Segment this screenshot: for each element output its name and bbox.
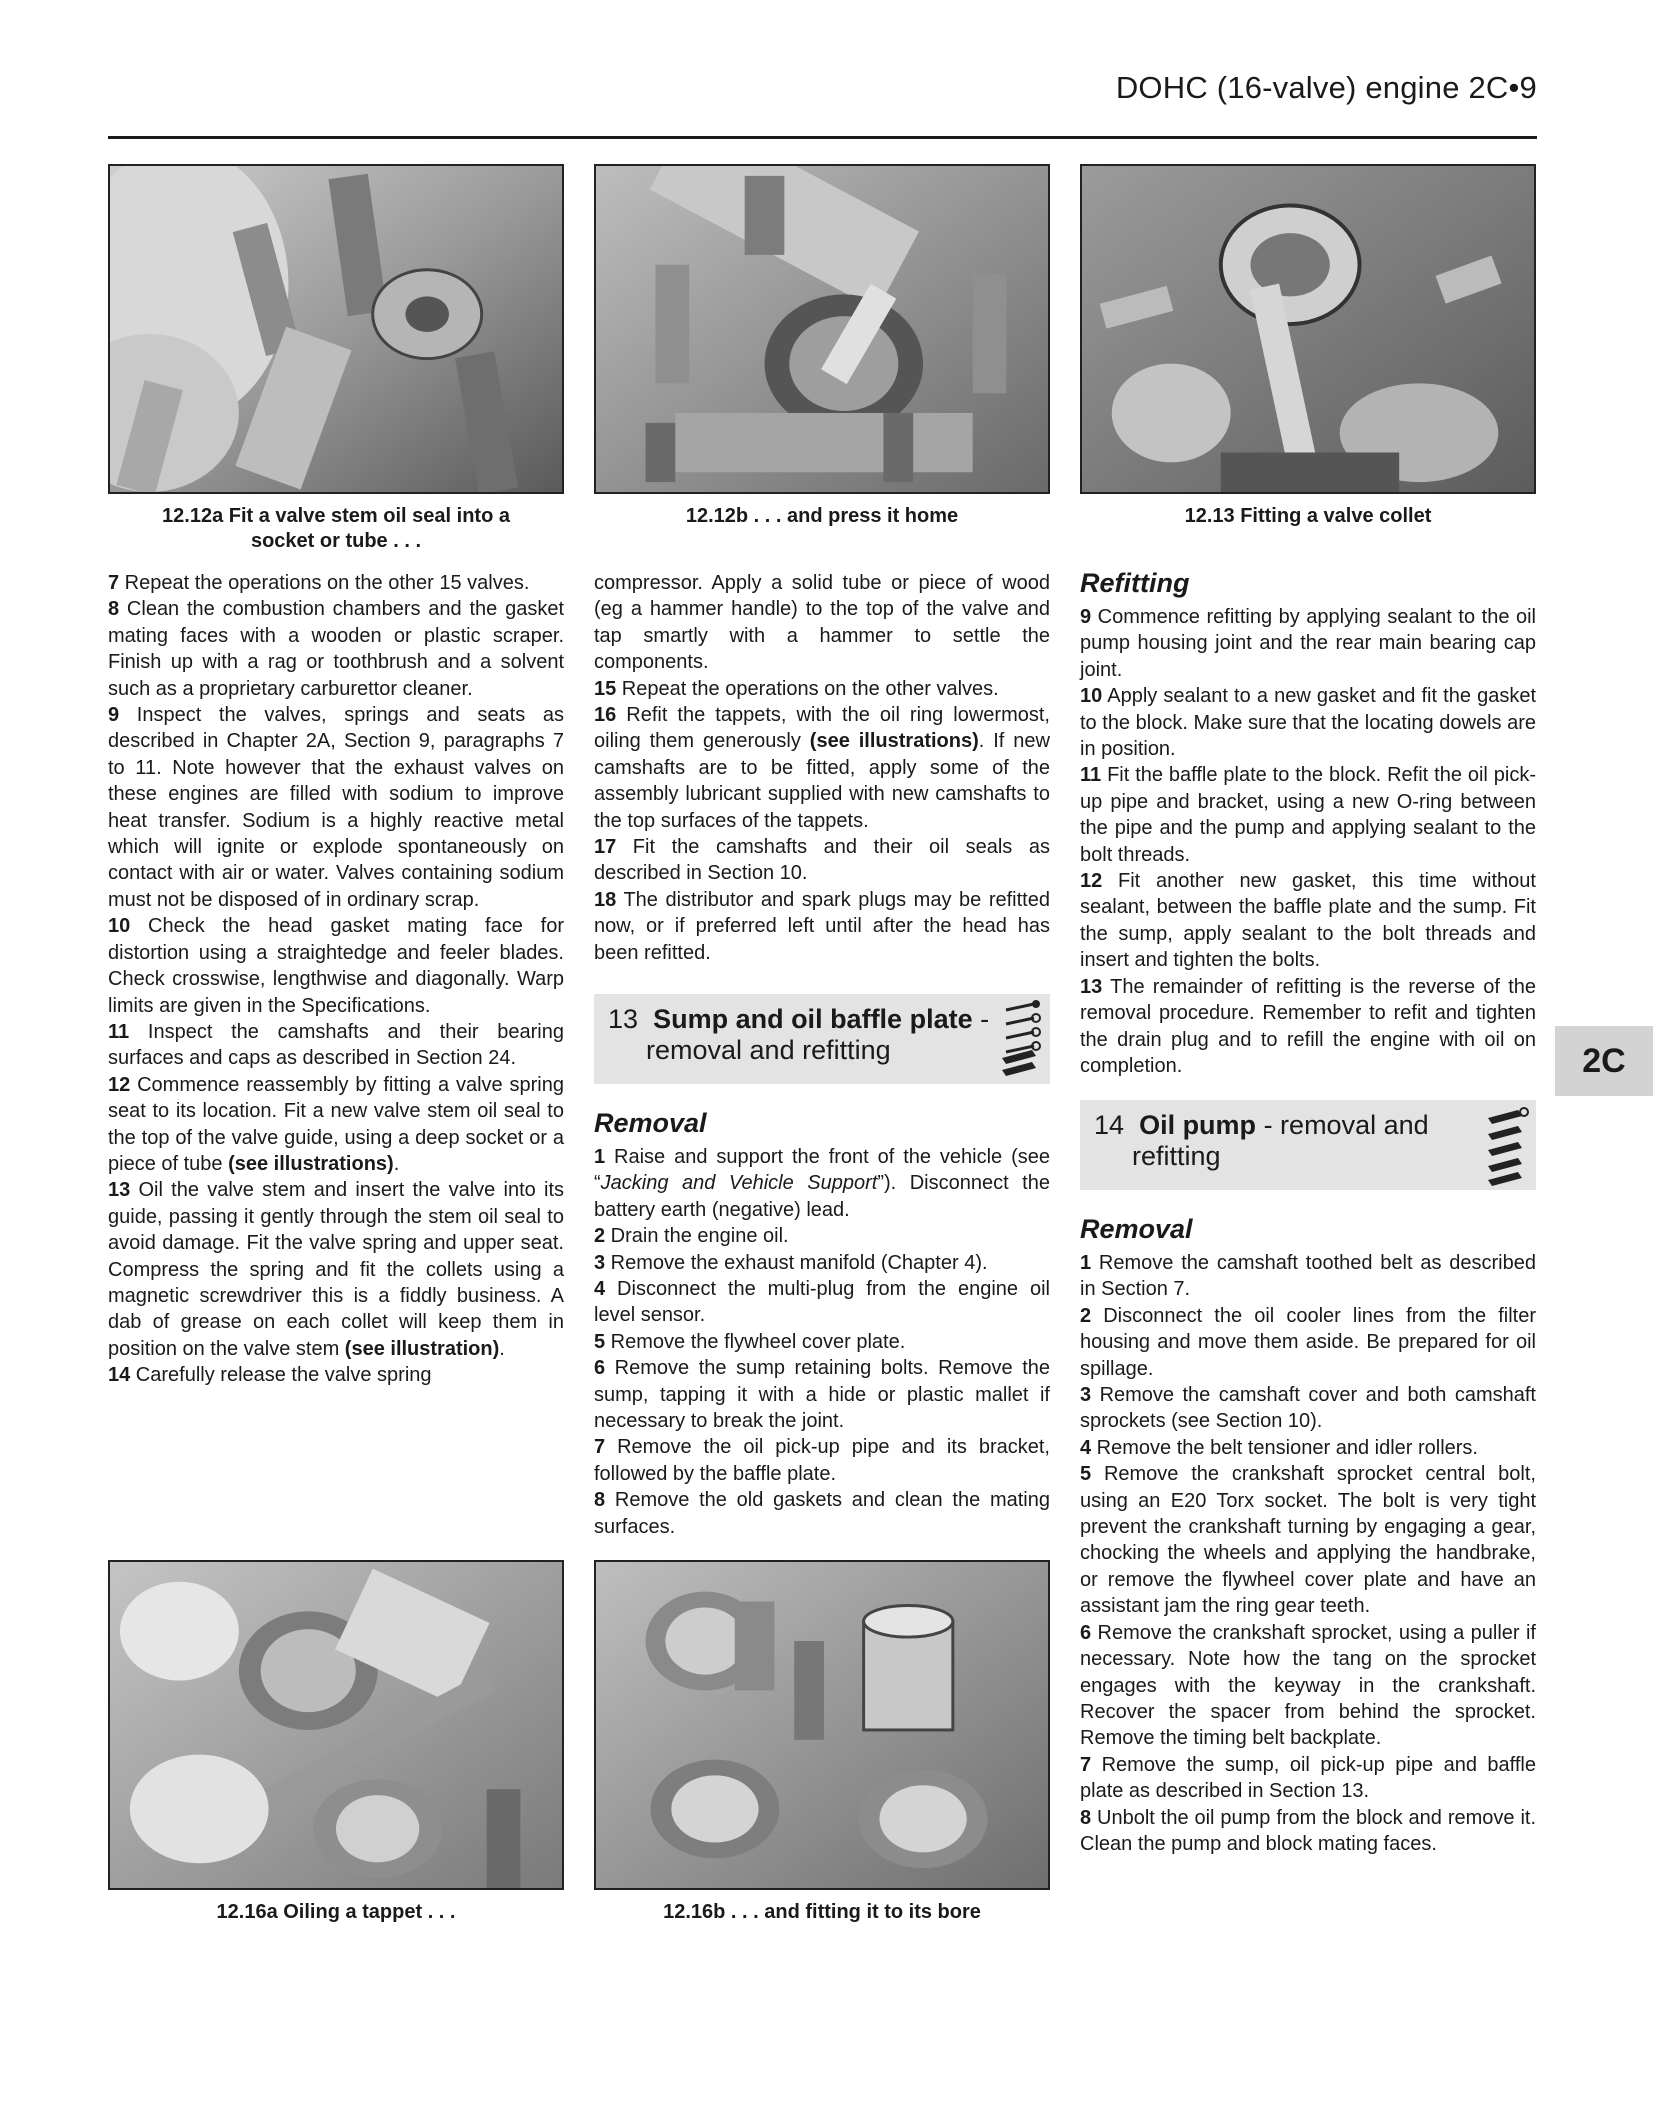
step-4: 4 Remove the belt tensioner and idler rollers. [1080, 1436, 1478, 1459]
paragraph-12: 12 Commence reassembly by fitting a valve spring seat to its location. Fit a new valve stem oil seal to the top of the valve guide, using a deep socket or a piece of tube (see illustrations). [108, 1073, 564, 1175]
section-14-title-line2: refitting [1132, 1141, 1221, 1171]
removal-subheading-2: Removal [1080, 1214, 1193, 1244]
photo-12-13 [1080, 164, 1536, 494]
step-1: 1 Remove the camshaft toothed belt as described in Section 7. [1080, 1252, 1536, 1301]
step-3: 3 Remove the camshaft cover and both camshaft sprockets (see Section 10). [1080, 1384, 1536, 1433]
step-9: 9 Commence refitting by applying sealant to the oil pump housing joint and the rear main bearing cap joint. [1080, 606, 1536, 681]
text-column-3 [1080, 562, 1536, 1079]
header-rule [108, 136, 1537, 139]
difficulty-spanners-icon [998, 998, 1044, 1080]
section-13-title-line1: 13 Sump and oil baffle plate - [608, 1004, 990, 1034]
paragraph-8: 8 Clean the combustion chambers and the gasket mating faces with a wooden or plastic scraper. Finish up with a rag or toothbrush and a solvent such as a proprietary carburettor cleaner. [108, 598, 564, 700]
step-2: 2 Drain the engine oil. [594, 1225, 789, 1248]
text-column-2 [594, 570, 1050, 966]
caption-12-13: 12.13 Fitting a valve collet [1184, 505, 1432, 527]
paragraph-15: 15 Repeat the operations on the other valves. [594, 677, 999, 700]
section-14-title-line1: 14 Oil pump - removal and [1094, 1110, 1429, 1140]
chapter-tab: 2C [1555, 1026, 1653, 1096]
paragraph-9: 9 Inspect the valves, springs and seats as described in Chapter 2A, Section 9, paragraphs 7 to 11. Note however that the exhaust valves on these engines are filled with sodium to improve heat transfer. Sodium is a highly reactive metal which will ignite or explode spontaneously on contact with air or water. Valves containing sodium must not be disposed of in ordinary scrap. [108, 704, 564, 911]
paragraph-14-continued: compressor. Apply a solid tube or piece of wood (eg a hammer handle) to the top of the valve and tap smartly with a hammer to settle the components. [594, 572, 1050, 674]
step-12: 12 Fit another new gasket, this time without sealant, between the baffle plate and the sump. Fit the sump, apply sealant to the bolt threads and insert and tighten the bolts. [1080, 870, 1536, 972]
text-column-2-section13 [594, 1102, 1050, 1540]
photo-12-16a [108, 1560, 564, 1890]
paragraph-11: 11 Inspect the camshafts and their bearing surfaces and caps as described in Section 24. [108, 1020, 564, 1070]
caption-12-16b: 12.16b . . . and fitting it to its bore [663, 1901, 981, 1923]
step-8: 8 Unbolt the oil pump from the block and remove it. Clean the pump and block mating faces. [1080, 1806, 1536, 1855]
text-column-1 [108, 570, 564, 1389]
caption-12-16a: 12.16a Oiling a tappet . . . [216, 1901, 456, 1923]
step-6: 6 Remove the crankshaft sprocket, using a puller if necessary. Note how the tang on the sprocket engages with the keyway in the crankshaft. Recover the spacer from behind the sprocket. Remove the timing belt backplate. [1080, 1621, 1536, 1750]
photo-12-12b [594, 164, 1050, 494]
caption-12-12b: 12.12b . . . and press it home [685, 505, 959, 527]
section-13-title-line2: removal and refitting [646, 1035, 891, 1065]
step-7: 7 Remove the sump, oil pick-up pipe and baffle plate as described in Section 13. [1080, 1753, 1536, 1803]
text-column-3-section14 [1080, 1208, 1536, 1857]
paragraph-18: 18 The distributor and spark plugs may be refitted now, or if preferred left until after the head has been refitted. [594, 888, 1050, 964]
step-11: 11 Fit the baffle plate to the block. Refit the oil pick-up pipe and bracket, using a new O-ring between the pipe and the pump and applying sealant to the bolt threads. [1080, 764, 1536, 866]
caption-12-12a [108, 504, 564, 554]
photo-12-16b [594, 1560, 1050, 1890]
step-10: 10 Apply sealant to a new gasket and fit the gasket to the block. Make sure that the locating dowels are in position. [1080, 685, 1536, 761]
paragraph-14: 14 Carefully release the valve spring [108, 1364, 432, 1387]
caption-12-12a-line1: 12.12a Fit a valve stem oil seal into a [162, 505, 510, 527]
step-5: 5 Remove the flywheel cover plate. [594, 1330, 906, 1353]
removal-subheading: Removal [594, 1108, 707, 1138]
section-13-heading [594, 994, 1050, 1084]
step-8: 8 Remove the old gaskets and clean the mating surfaces. [594, 1489, 1050, 1538]
paragraph-13: 13 Oil the valve stem and insert the valve into its guide, passing it gently through the stem oil seal to avoid damage. Fit the valve spring and upper seat. Compress the spring and fit the collets using a magnetic screwdriver this is a fiddly business. A dab of grease on each collet will keep them in position on the valve stem (see illustration). [108, 1179, 564, 1360]
step-7: 7 Remove the oil pick-up pipe and its bracket, followed by the baffle plate. [594, 1436, 1050, 1485]
step-1: 1 Raise and support the front of the vehicle (see “Jacking and Vehicle Support”). Disconnect the battery earth (negative) lead. [594, 1146, 1050, 1221]
step-6: 6 Remove the sump retaining bolts. Remove the sump, tapping it with a hide or plastic mallet if necessary to break the joint. [594, 1357, 1050, 1433]
paragraph-10: 10 Check the head gasket mating face for distortion using a straightedge and feeler blades. Check crosswise, lengthwise and diagonally. Warp limits are given in the Specifications. [108, 915, 564, 1017]
paragraph-7: 7 Repeat the operations on the other 15 valves. [108, 572, 530, 594]
photo-12-12a [108, 164, 564, 494]
paragraph-16: 16 Refit the tappets, with the oil ring lowermost, oiling them generously (see illustrations). If new camshafts are to be fitted, apply some of the assembly lubricant supplied with new camshafts to the top surfaces of the tappets. [594, 704, 1050, 832]
paragraph-17: 17 Fit the camshafts and their oil seals as described in Section 10. [594, 836, 1050, 885]
section-14-heading [1080, 1100, 1536, 1190]
difficulty-spanners-icon [1484, 1104, 1530, 1186]
step-13: 13 The remainder of refitting is the reverse of the removal procedure. Remember to refit and tighten the drain plug and to refill the engine with oil on completion. [1080, 975, 1536, 1077]
step-5: 5 Remove the crankshaft sprocket central bolt, using an E20 Torx socket. The bolt is very tight prevent the crankshaft turning by engaging a gear, chocking the wheels and applying the handbrake, or remove the flywheel cover plate and have an assistant jam the ring gear teeth. [1080, 1463, 1536, 1618]
caption-12-12a-line2: socket or tube . . . [250, 530, 422, 552]
running-header: DOHC (16-valve) engine 2C•9 [1115, 70, 1537, 105]
step-2: 2 Disconnect the oil cooler lines from the filter housing and move them aside. Be prepared for oil spillage. [1080, 1304, 1536, 1380]
step-3: 3 Remove the exhaust manifold (Chapter 4). [594, 1251, 988, 1274]
refitting-subheading: Refitting [1080, 568, 1190, 598]
step-4: 4 Disconnect the multi-plug from the engine oil level sensor. [594, 1278, 1050, 1327]
